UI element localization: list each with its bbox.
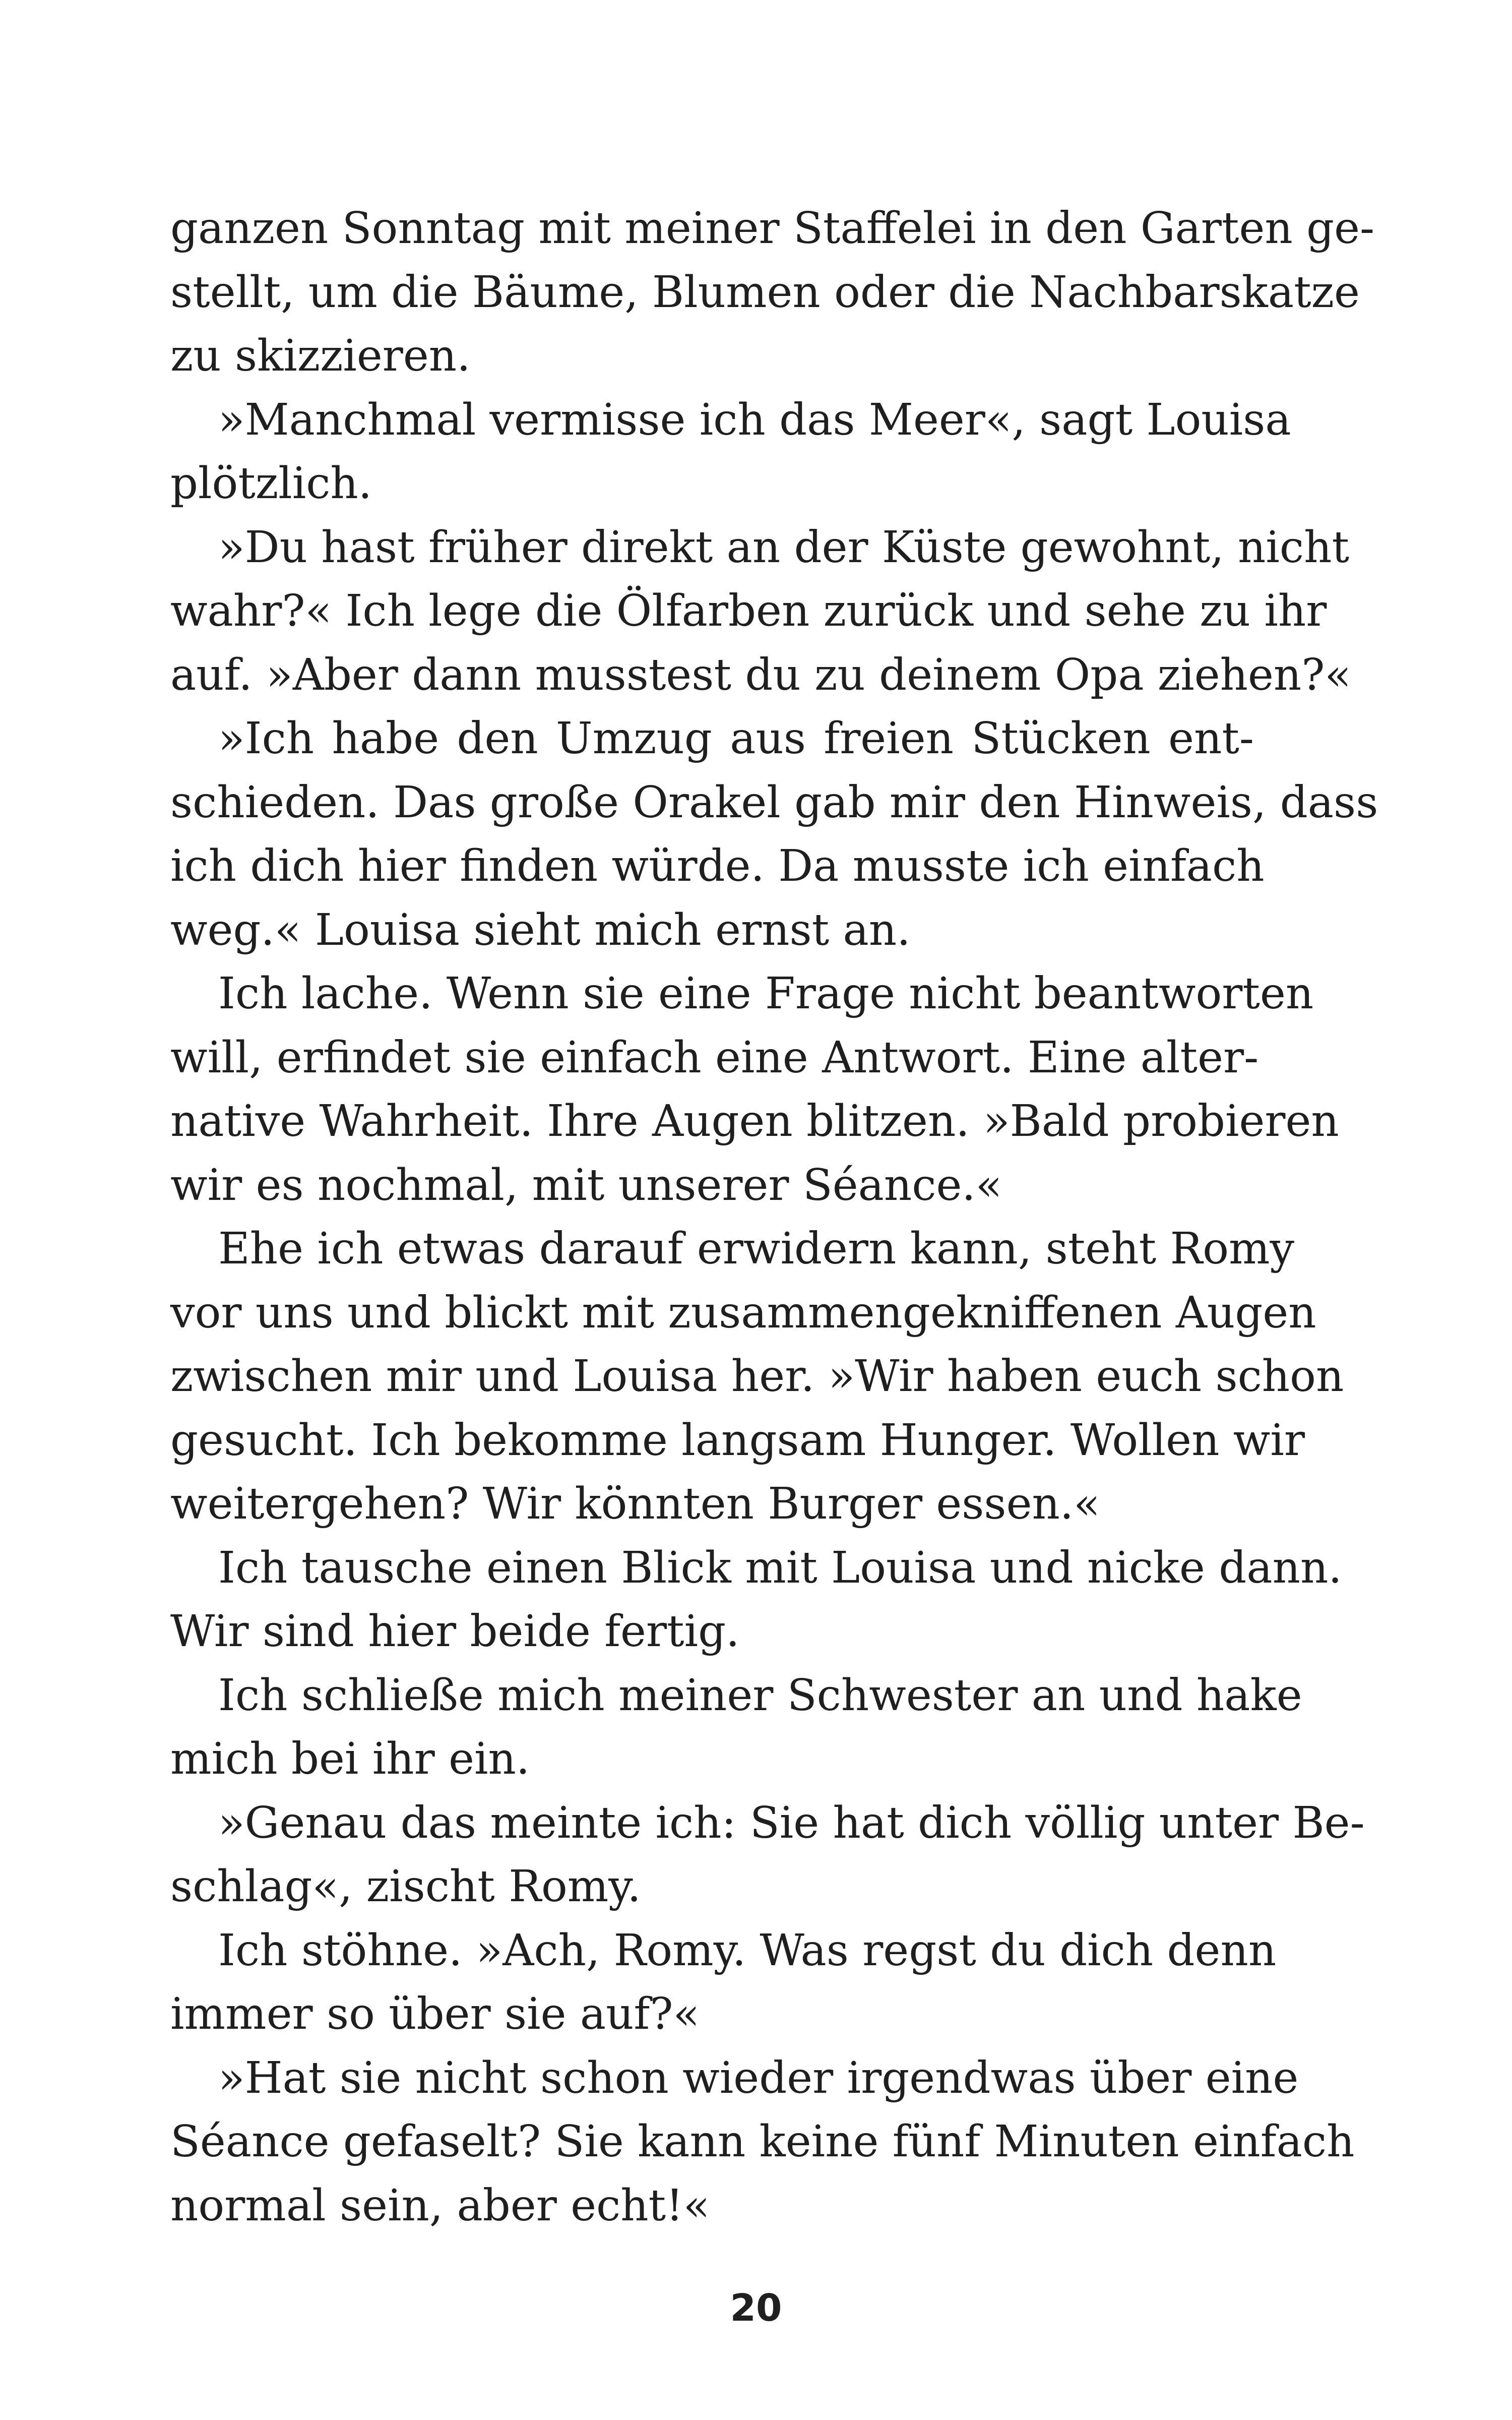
paragraph [170, 197, 1375, 388]
text-line: weitergehen? Wir könnten Burger essen.« [170, 1479, 1100, 1529]
text-line: Ehe ich etwas darauf erwidern kann, steht Romy [218, 1224, 1295, 1274]
text-line: native Wahrheit. Ihre Augen blitzen. »Bald probieren [170, 1096, 1339, 1146]
text-line: Wir sind hier beide fertig. [170, 1606, 740, 1657]
text-line: »Du hast früher direkt an der Küste gewohnt, nicht [218, 522, 1350, 573]
text-line: Ich lache. Wenn sie eine Frage nicht beantworten [218, 969, 1314, 1019]
text-line: »Manchmal vermisse ich das Meer«, sagt Louisa [218, 394, 1291, 445]
page-number: 20 [730, 2286, 782, 2330]
text-line: schlag«, zischt Romy. [170, 1861, 641, 1912]
paragraph [170, 516, 1352, 707]
text-line: zwischen mir und Louisa her. »Wir haben euch schon [170, 1351, 1344, 1402]
text-line: gesucht. Ich bekomme langsam Hunger. Wollen wir [170, 1415, 1305, 1466]
text-line: ganzen Sonntag mit meiner Staffelei in den Garten ge- [170, 203, 1375, 254]
text-line: zu skizzieren. [170, 331, 471, 381]
text-line: mich bei ihr ein. [170, 1734, 530, 1784]
text-line: plötzlich. [170, 458, 372, 509]
text-line: normal sein, aber echt!« [170, 2180, 710, 2231]
text-line: vor uns und blickt mit zusammengekniffenen Augen [170, 1287, 1316, 1338]
text-line: schieden. Das große Orakel gab mir den Hinweis, dass [170, 777, 1378, 828]
text-line: wir es nochmal, mit unserer Séance.« [170, 1160, 1002, 1211]
text-line: immer so über sie auf?« [170, 1989, 700, 2039]
paragraph [170, 1664, 1302, 1791]
text-line: stellt, um die Bäume, Blumen oder die Nachbarskatze [170, 267, 1360, 318]
text-line: ich dich hier finden würde. Da musste ich einfach [170, 841, 1265, 891]
paragraph [170, 1536, 1342, 1664]
paragraph [170, 1217, 1344, 1536]
body-text [170, 197, 1378, 2237]
paragraph [170, 388, 1291, 516]
text-line: wahr?« Ich lege die Ölfarben zurück und sehe zu ihr [170, 586, 1327, 636]
text-line: Ich stöhne. »Ach, Romy. Was regst du dich denn [218, 1925, 1277, 1976]
paragraph [170, 1919, 1277, 2046]
text-line: will, erfindet sie einfach eine Antwort. Eine alter- [170, 1032, 1259, 1083]
paragraph [170, 962, 1339, 1217]
text-line: »Hat sie nicht schon wieder irgendwas über eine [218, 2052, 1299, 2103]
text-line: weg.« Louisa sieht mich ernst an. [170, 904, 911, 955]
paragraph [170, 1791, 1365, 1919]
text-line: Séance gefaselt? Sie kann keine fünf Minuten einfach [170, 2116, 1355, 2167]
text-line: auf. »Aber dann musstest du zu deinem Opa ziehen?« [170, 649, 1352, 700]
text-line: Ich tausche einen Blick mit Louisa und nicke dann. [218, 1542, 1342, 1593]
paragraph [170, 707, 1378, 962]
text-line: Ich schließe mich meiner Schwester an und hake [218, 1670, 1302, 1721]
text-line: »Genau das meinte ich: Sie hat dich völlig unter Be- [218, 1797, 1365, 1848]
paragraph [170, 2046, 1355, 2238]
text-line: »Ich habe den Umzug aus freien Stücken ent- [218, 713, 1254, 764]
